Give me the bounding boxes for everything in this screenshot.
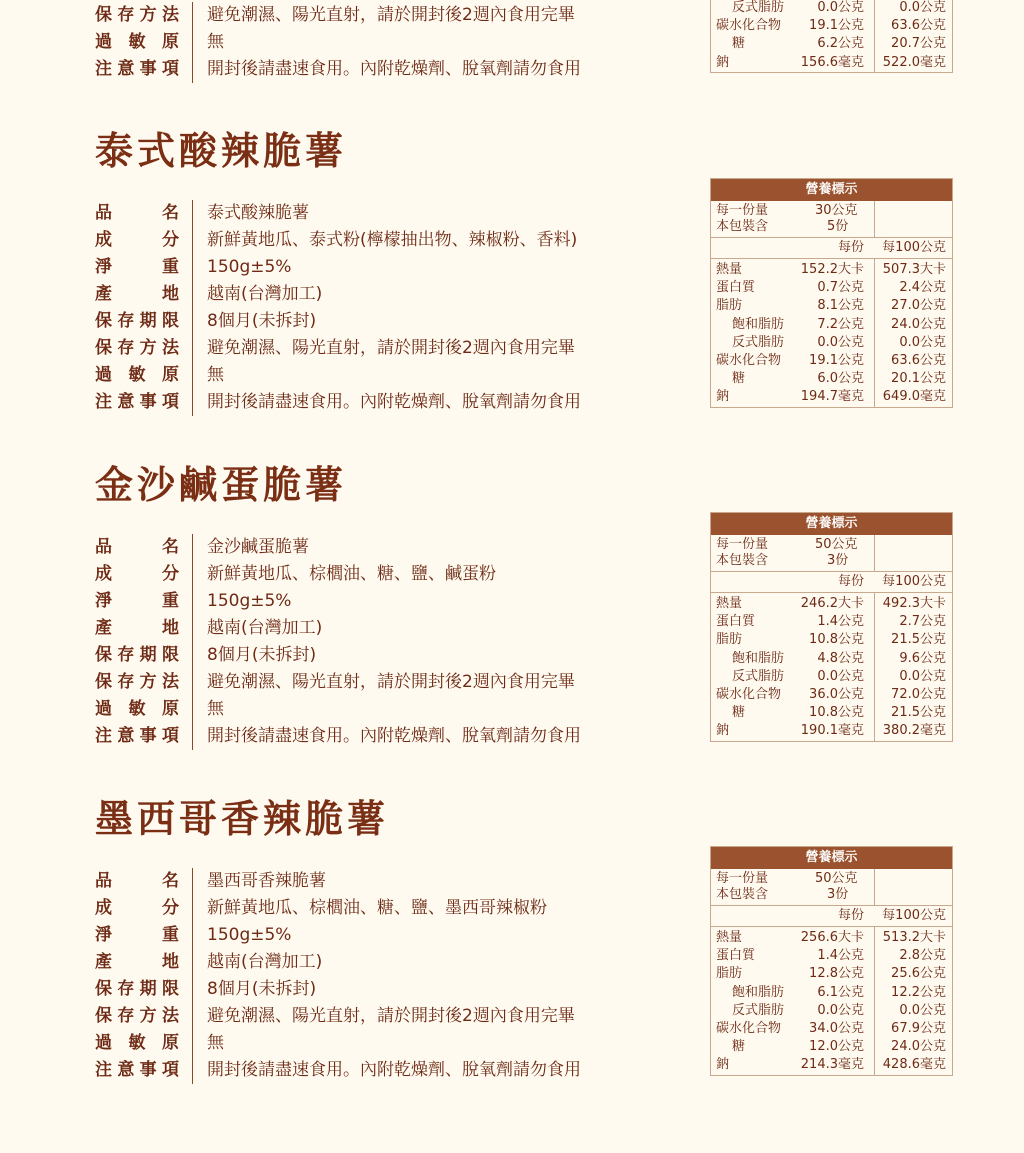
info-label: 保 存 方 法 xyxy=(95,1006,179,1026)
product-info xyxy=(95,200,655,416)
info-label: 成 分 xyxy=(95,564,179,584)
nutrition-row xyxy=(711,334,952,352)
nutrient-name: 鈉 xyxy=(716,1057,730,1073)
nutrition-body xyxy=(711,259,952,407)
info-label: 產 地 xyxy=(95,952,179,972)
product-info xyxy=(95,534,655,750)
info-value: 開封後請盡速食用。內附乾燥劑、脫氧劑請勿食用 xyxy=(207,1060,581,1080)
info-value: 8個月(未拆封) xyxy=(207,645,317,665)
nutrition-column-header xyxy=(711,238,952,259)
info-value: 無 xyxy=(207,365,224,385)
nutrient-name: 熱量 xyxy=(716,596,743,611)
info-separator xyxy=(192,868,193,895)
product-section xyxy=(0,120,1024,440)
info-row xyxy=(95,389,655,416)
nutrition-body xyxy=(711,927,952,1075)
info-label: 成 分 xyxy=(95,898,179,918)
nutrition-table xyxy=(710,846,953,1076)
nutrient-name: 反式脂肪 xyxy=(732,334,785,350)
info-value: 新鮮黃地瓜、棕櫚油、糖、鹽、墨西哥辣椒粉 xyxy=(207,898,547,918)
product-title: 泰式酸辣脆薯 xyxy=(95,129,348,173)
info-value: 無 xyxy=(207,1033,224,1053)
info-value: 新鮮黃地瓜、泰式粉(檸檬抽出物、辣椒粉、香料) xyxy=(207,230,578,250)
per-100g-value: 513.2大卡 xyxy=(882,930,946,945)
info-row xyxy=(95,976,655,1003)
serving-size-label: 每一份量 xyxy=(716,203,769,218)
per-100g-value: 20.7公克 xyxy=(891,36,946,52)
info-value: 8個月(未拆封) xyxy=(207,979,317,999)
serving-size-label: 每一份量 xyxy=(716,537,769,552)
per-100g-value: 2.8公克 xyxy=(899,948,946,964)
info-separator xyxy=(192,615,193,642)
info-separator xyxy=(192,561,193,588)
info-separator xyxy=(192,254,193,281)
nutrient-name: 脂肪 xyxy=(716,966,743,982)
info-value: 避免潮濕、陽光直射，請於開封後2週內食用完畢 xyxy=(207,338,575,358)
top-product-info xyxy=(95,2,655,83)
nutrition-row xyxy=(711,388,952,406)
nutrient-name: 碳水化合物 xyxy=(716,352,782,368)
per-100g-value: 2.7公克 xyxy=(899,614,946,630)
info-label: 過 敏 原 xyxy=(95,32,179,52)
servings-value: 3份 xyxy=(827,553,849,568)
info-row xyxy=(95,308,655,335)
nutrition-row xyxy=(711,668,952,686)
info-value: 無 xyxy=(207,699,224,719)
nutrient-name: 鈉 xyxy=(716,723,730,739)
nutrition-row xyxy=(711,965,952,983)
nutrient-name: 飽和脂肪 xyxy=(732,316,785,332)
per-serving-value: 0.7公克 xyxy=(817,280,864,296)
column-divider xyxy=(874,201,875,237)
nutrition-row xyxy=(711,984,952,1002)
column-divider xyxy=(874,535,875,571)
per-serving-header: 每份 xyxy=(837,240,864,255)
per-serving-value: 8.1公克 xyxy=(817,298,864,314)
info-label: 產 地 xyxy=(95,284,179,304)
nutrition-table xyxy=(710,178,953,408)
info-separator xyxy=(192,534,193,561)
nutrition-row xyxy=(711,1056,952,1074)
per-100g-value: 67.9公克 xyxy=(891,1020,946,1036)
info-separator xyxy=(192,200,193,227)
per-serving-value: 194.7毫克 xyxy=(800,389,864,405)
nutrient-name: 蛋白質 xyxy=(716,948,756,964)
info-label: 注 意 事 項 xyxy=(95,726,179,746)
info-label: 品 名 xyxy=(95,537,179,557)
servings-value: 3份 xyxy=(827,887,849,902)
info-value: 越南(台灣加工) xyxy=(207,618,323,638)
nutrition-row xyxy=(711,35,952,53)
nutrition-row xyxy=(711,631,952,649)
info-row xyxy=(95,200,655,227)
info-row xyxy=(95,669,655,696)
per-100g-value: 20.1公克 xyxy=(891,371,946,387)
info-row xyxy=(95,922,655,949)
per-100g-value: 0.0公克 xyxy=(899,334,946,350)
per-100g-header: 每100公克 xyxy=(882,908,946,923)
per-serving-value: 36.0公克 xyxy=(809,686,864,702)
per-100g-value: 24.0公克 xyxy=(891,1039,946,1055)
per-serving-value: 0.0公克 xyxy=(817,0,864,15)
per-serving-value: 6.1公克 xyxy=(817,984,864,1000)
info-label: 注 意 事 項 xyxy=(95,59,179,79)
nutrition-row xyxy=(711,352,952,370)
per-serving-value: 19.1公克 xyxy=(809,18,864,34)
info-value: 避免潮濕、陽光直射，請於開封後2週內食用完畢 xyxy=(207,5,575,25)
info-row xyxy=(95,588,655,615)
info-separator xyxy=(192,669,193,696)
info-separator xyxy=(192,2,193,29)
per-serving-value: 7.2公克 xyxy=(817,316,864,332)
per-100g-value: 0.0公克 xyxy=(899,1002,946,1018)
nutrient-name: 熱量 xyxy=(716,930,743,945)
per-100g-value: 12.2公克 xyxy=(891,984,946,1000)
per-100g-header: 每100公克 xyxy=(882,240,946,255)
per-serving-value: 4.8公克 xyxy=(817,650,864,666)
info-row xyxy=(95,281,655,308)
per-100g-value: 9.6公克 xyxy=(899,650,946,666)
info-value: 金沙鹹蛋脆薯 xyxy=(207,537,309,557)
info-value: 150g±5% xyxy=(207,925,292,945)
nutrition-column-header xyxy=(711,906,952,927)
product-title: 金沙鹹蛋脆薯 xyxy=(95,463,348,507)
info-separator xyxy=(192,895,193,922)
info-label: 淨 重 xyxy=(95,257,179,277)
nutrition-table xyxy=(710,512,953,742)
info-separator xyxy=(192,227,193,254)
info-separator xyxy=(192,642,193,669)
info-value: 無 xyxy=(207,32,224,52)
per-serving-value: 12.0公克 xyxy=(809,1039,864,1055)
per-serving-value: 6.0公克 xyxy=(817,371,864,387)
nutrition-row xyxy=(711,1038,952,1056)
info-row xyxy=(95,1030,655,1057)
info-separator xyxy=(192,308,193,335)
info-row xyxy=(95,2,655,29)
per-100g-value: 2.4公克 xyxy=(899,280,946,296)
per-serving-value: 246.2大卡 xyxy=(800,596,864,611)
info-label: 保 存 方 法 xyxy=(95,338,179,358)
info-label: 淨 重 xyxy=(95,925,179,945)
servings-value: 5份 xyxy=(827,219,849,234)
nutrient-name: 鈉 xyxy=(716,389,730,405)
per-100g-header: 每100公克 xyxy=(882,574,946,589)
nutrition-row xyxy=(711,947,952,965)
info-separator xyxy=(192,696,193,723)
info-separator xyxy=(192,389,193,416)
info-row xyxy=(95,227,655,254)
serving-info xyxy=(711,869,952,906)
serving-info xyxy=(711,201,952,238)
info-value: 150g±5% xyxy=(207,591,292,611)
per-serving-value: 12.8公克 xyxy=(809,966,864,982)
info-label: 淨 重 xyxy=(95,591,179,611)
nutrition-row xyxy=(711,595,952,613)
info-label: 過 敏 原 xyxy=(95,365,179,385)
per-100g-value: 27.0公克 xyxy=(891,298,946,314)
info-separator xyxy=(192,1003,193,1030)
nutrient-name: 脂肪 xyxy=(716,632,743,648)
info-row xyxy=(95,868,655,895)
nutrient-name: 糖 xyxy=(732,705,746,721)
per-100g-value: 428.6毫克 xyxy=(882,1057,946,1073)
per-serving-value: 10.8公克 xyxy=(809,632,864,648)
per-serving-value: 0.0公克 xyxy=(817,1002,864,1018)
info-label: 成 分 xyxy=(95,230,179,250)
serving-size-value: 30公克 xyxy=(815,203,858,218)
per-serving-value: 214.3毫克 xyxy=(800,1057,864,1073)
servings-label: 本包裝含 xyxy=(716,553,769,568)
info-row xyxy=(95,1003,655,1030)
nutrient-name: 飽和脂肪 xyxy=(732,650,785,666)
per-100g-value: 63.6公克 xyxy=(891,352,946,368)
info-row xyxy=(95,949,655,976)
nutrition-row xyxy=(711,261,952,279)
info-row xyxy=(95,534,655,561)
per-serving-value: 256.6大卡 xyxy=(800,930,864,945)
info-value: 開封後請盡速食用。內附乾燥劑、脫氧劑請勿食用 xyxy=(207,59,581,79)
info-row xyxy=(95,561,655,588)
info-value: 新鮮黃地瓜、棕櫚油、糖、鹽、鹹蛋粉 xyxy=(207,564,496,584)
info-label: 品 名 xyxy=(95,203,179,223)
nutrient-name: 蛋白質 xyxy=(716,280,756,296)
info-row xyxy=(95,895,655,922)
info-value: 開封後請盡速食用。內附乾燥劑、脫氧劑請勿食用 xyxy=(207,392,581,412)
nutrition-body xyxy=(711,593,952,741)
info-separator xyxy=(192,723,193,750)
serving-size-value: 50公克 xyxy=(815,537,858,552)
per-serving-value: 0.0公克 xyxy=(817,668,864,684)
info-label: 保 存 期 限 xyxy=(95,645,179,665)
per-serving-value: 0.0公克 xyxy=(817,334,864,350)
nutrient-name: 反式脂肪 xyxy=(732,668,785,684)
nutrient-name: 碳水化合物 xyxy=(716,18,782,34)
nutrient-name: 反式脂肪 xyxy=(732,0,785,15)
info-row xyxy=(95,335,655,362)
info-separator xyxy=(192,335,193,362)
info-value: 墨西哥香辣脆薯 xyxy=(207,871,326,891)
nutrient-name: 飽和脂肪 xyxy=(732,984,785,1000)
info-value: 避免潮濕、陽光直射，請於開封後2週內食用完畢 xyxy=(207,672,575,692)
info-row xyxy=(95,642,655,669)
info-separator xyxy=(192,1057,193,1084)
info-label: 保 存 方 法 xyxy=(95,5,179,25)
product-section xyxy=(0,454,1024,774)
nutrition-row xyxy=(711,17,952,35)
info-row xyxy=(95,362,655,389)
info-value: 越南(台灣加工) xyxy=(207,952,323,972)
per-100g-value: 63.6公克 xyxy=(891,18,946,34)
nutrition-row xyxy=(711,316,952,334)
nutrition-header: 營養標示 xyxy=(711,847,952,869)
info-value: 泰式酸辣脆薯 xyxy=(207,203,309,223)
info-label: 注 意 事 項 xyxy=(95,1060,179,1080)
per-100g-value: 24.0公克 xyxy=(891,316,946,332)
nutrition-row xyxy=(711,929,952,947)
info-separator xyxy=(192,29,193,56)
nutrition-row xyxy=(711,297,952,315)
serving-info xyxy=(711,535,952,572)
info-separator xyxy=(192,949,193,976)
nutrition-row xyxy=(711,1002,952,1020)
per-serving-value: 6.2公克 xyxy=(817,36,864,52)
per-100g-value: 380.2毫克 xyxy=(882,723,946,739)
per-100g-value: 649.0毫克 xyxy=(882,389,946,405)
nutrition-row xyxy=(711,613,952,631)
info-separator xyxy=(192,922,193,949)
nutrition-row xyxy=(711,0,952,17)
nutrient-name: 糖 xyxy=(732,36,746,52)
info-row xyxy=(95,29,655,56)
nutrient-name: 糖 xyxy=(732,1039,746,1055)
nutrition-column-header xyxy=(711,572,952,593)
per-100g-value: 492.3大卡 xyxy=(882,596,946,611)
nutrition-row xyxy=(711,722,952,740)
nutrient-name: 反式脂肪 xyxy=(732,1002,785,1018)
nutrition-row xyxy=(711,279,952,297)
per-serving-value: 156.6毫克 xyxy=(800,54,864,70)
serving-size-value: 50公克 xyxy=(815,871,858,886)
info-row xyxy=(95,723,655,750)
info-label: 過 敏 原 xyxy=(95,1033,179,1053)
info-separator xyxy=(192,56,193,83)
info-row xyxy=(95,696,655,723)
nutrient-name: 鈉 xyxy=(716,54,730,70)
info-value: 開封後請盡速食用。內附乾燥劑、脫氧劑請勿食用 xyxy=(207,726,581,746)
servings-label: 本包裝含 xyxy=(716,887,769,902)
product-section xyxy=(0,788,1024,1108)
per-serving-value: 152.2大卡 xyxy=(800,262,864,277)
info-row xyxy=(95,1057,655,1084)
info-label: 產 地 xyxy=(95,618,179,638)
info-row xyxy=(95,615,655,642)
info-separator xyxy=(192,976,193,1003)
info-label: 過 敏 原 xyxy=(95,699,179,719)
info-separator xyxy=(192,1030,193,1057)
nutrient-name: 蛋白質 xyxy=(716,614,756,630)
nutrition-header: 營養標示 xyxy=(711,513,952,535)
per-100g-value: 507.3大卡 xyxy=(882,262,946,277)
per-100g-value: 522.0毫克 xyxy=(882,54,946,70)
info-label: 品 名 xyxy=(95,871,179,891)
info-row xyxy=(95,254,655,281)
per-serving-header: 每份 xyxy=(837,574,864,589)
serving-size-label: 每一份量 xyxy=(716,871,769,886)
nutrition-row xyxy=(711,650,952,668)
nutrition-row xyxy=(711,370,952,388)
info-label: 注 意 事 項 xyxy=(95,392,179,412)
nutrient-name: 碳水化合物 xyxy=(716,1020,782,1036)
product-title: 墨西哥香辣脆薯 xyxy=(95,797,390,841)
nutrient-name: 糖 xyxy=(732,371,746,387)
per-serving-header: 每份 xyxy=(837,908,864,923)
per-100g-value: 0.0公克 xyxy=(899,668,946,684)
nutrition-row xyxy=(711,704,952,722)
nutrient-name: 碳水化合物 xyxy=(716,686,782,702)
nutrient-name: 熱量 xyxy=(716,262,743,277)
per-serving-value: 1.4公克 xyxy=(817,614,864,630)
nutrition-row xyxy=(711,1020,952,1038)
info-label: 保 存 方 法 xyxy=(95,672,179,692)
per-serving-value: 10.8公克 xyxy=(809,705,864,721)
per-100g-value: 21.5公克 xyxy=(891,632,946,648)
servings-label: 本包裝含 xyxy=(716,219,769,234)
top-nutrition-table xyxy=(710,0,953,73)
info-separator xyxy=(192,281,193,308)
per-100g-value: 72.0公克 xyxy=(891,686,946,702)
info-label: 保 存 期 限 xyxy=(95,979,179,999)
info-separator xyxy=(192,588,193,615)
nutrition-row xyxy=(711,54,952,72)
per-serving-value: 34.0公克 xyxy=(809,1020,864,1036)
column-divider xyxy=(874,869,875,905)
info-value: 避免潮濕、陽光直射，請於開封後2週內食用完畢 xyxy=(207,1006,575,1026)
product-info xyxy=(95,868,655,1084)
info-value: 8個月(未拆封) xyxy=(207,311,317,331)
per-serving-value: 19.1公克 xyxy=(809,352,864,368)
info-row xyxy=(95,56,655,83)
per-serving-value: 1.4公克 xyxy=(817,948,864,964)
nutrient-name: 脂肪 xyxy=(716,298,743,314)
per-100g-value: 25.6公克 xyxy=(891,966,946,982)
per-100g-value: 0.0公克 xyxy=(899,0,946,15)
nutrition-header: 營養標示 xyxy=(711,179,952,201)
info-label: 保 存 期 限 xyxy=(95,311,179,331)
info-separator xyxy=(192,362,193,389)
nutrition-row xyxy=(711,686,952,704)
per-100g-value: 21.5公克 xyxy=(891,705,946,721)
info-value: 越南(台灣加工) xyxy=(207,284,323,304)
per-serving-value: 190.1毫克 xyxy=(800,723,864,739)
info-value: 150g±5% xyxy=(207,257,292,277)
